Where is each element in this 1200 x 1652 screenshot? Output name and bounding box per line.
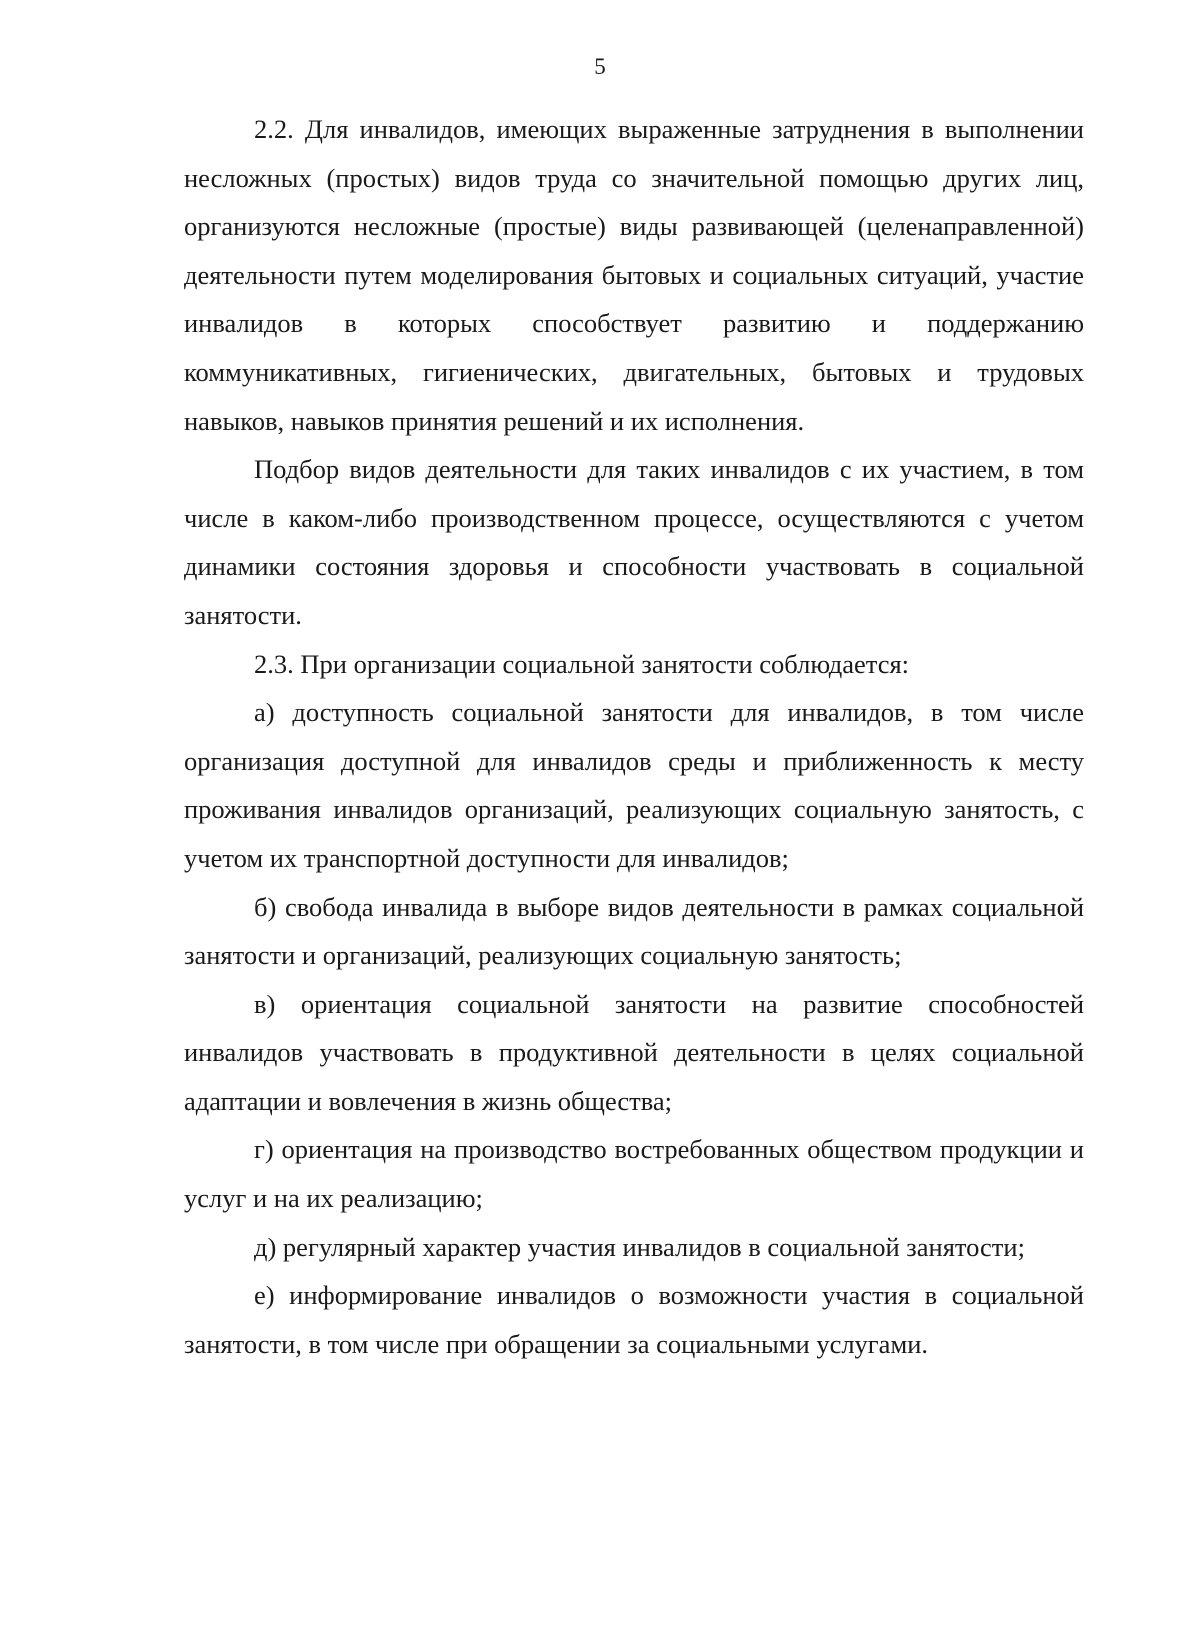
- page-number: 5: [594, 54, 606, 79]
- document-body: [184, 105, 1084, 1368]
- paragraph-selection: Подбор видов деятельности для таких инвалидов с их участием, в том числе в каком-либо производственном процессе, осуществляются с учетом динамики состояния здоровья и способности участвовать в социальной занятости.: [184, 454, 1084, 630]
- paragraph-2-3: 2.3. При организации социальной занятости соблюдается:: [254, 648, 910, 679]
- list-item-b: б) свобода инвалида в выборе видов деятельности в рамках социальной занятости и организаций, реализующих социальную занятость;: [184, 891, 1084, 971]
- paragraph-2-2: 2.2. Для инвалидов, имеющих выраженные затруднения в выполнении несложных (простых) видов труда со значительной помощью других лиц, организуются несложные (простые) виды развивающей (целенаправленной) деятельности путем моделирования бытовых и социальных ситуаций, участие инвалидов в которых способствует развитию и поддержанию коммуникативных, гигиенических, двигательных, бытовых и трудовых навыков, навыков принятия решений и их исполнения.: [184, 114, 1084, 436]
- list-item-g: г) ориентация на производство востребованных обществом продукции и услуг и на их реализацию;: [184, 1134, 1084, 1214]
- list-item-v: в) ориентация социальной занятости на развитие способностей инвалидов участвовать в продуктивной деятельности в целях социальной адаптации и вовлечения в жизнь общества;: [184, 988, 1084, 1116]
- list-item-a: а) доступность социальной занятости для инвалидов, в том числе организация доступной для инвалидов среды и приближенность к месту проживания инвалидов организаций, реализующих социальную занятость, с учетом их транспортной доступности для инвалидов;: [184, 697, 1084, 873]
- list-item-d: д) регулярный характер участия инвалидов в социальной занятости;: [254, 1231, 1025, 1262]
- list-item-e: е) информирование инвалидов о возможности участия в социальной занятости, в том числе при обращении за социальными услугами.: [184, 1280, 1084, 1359]
